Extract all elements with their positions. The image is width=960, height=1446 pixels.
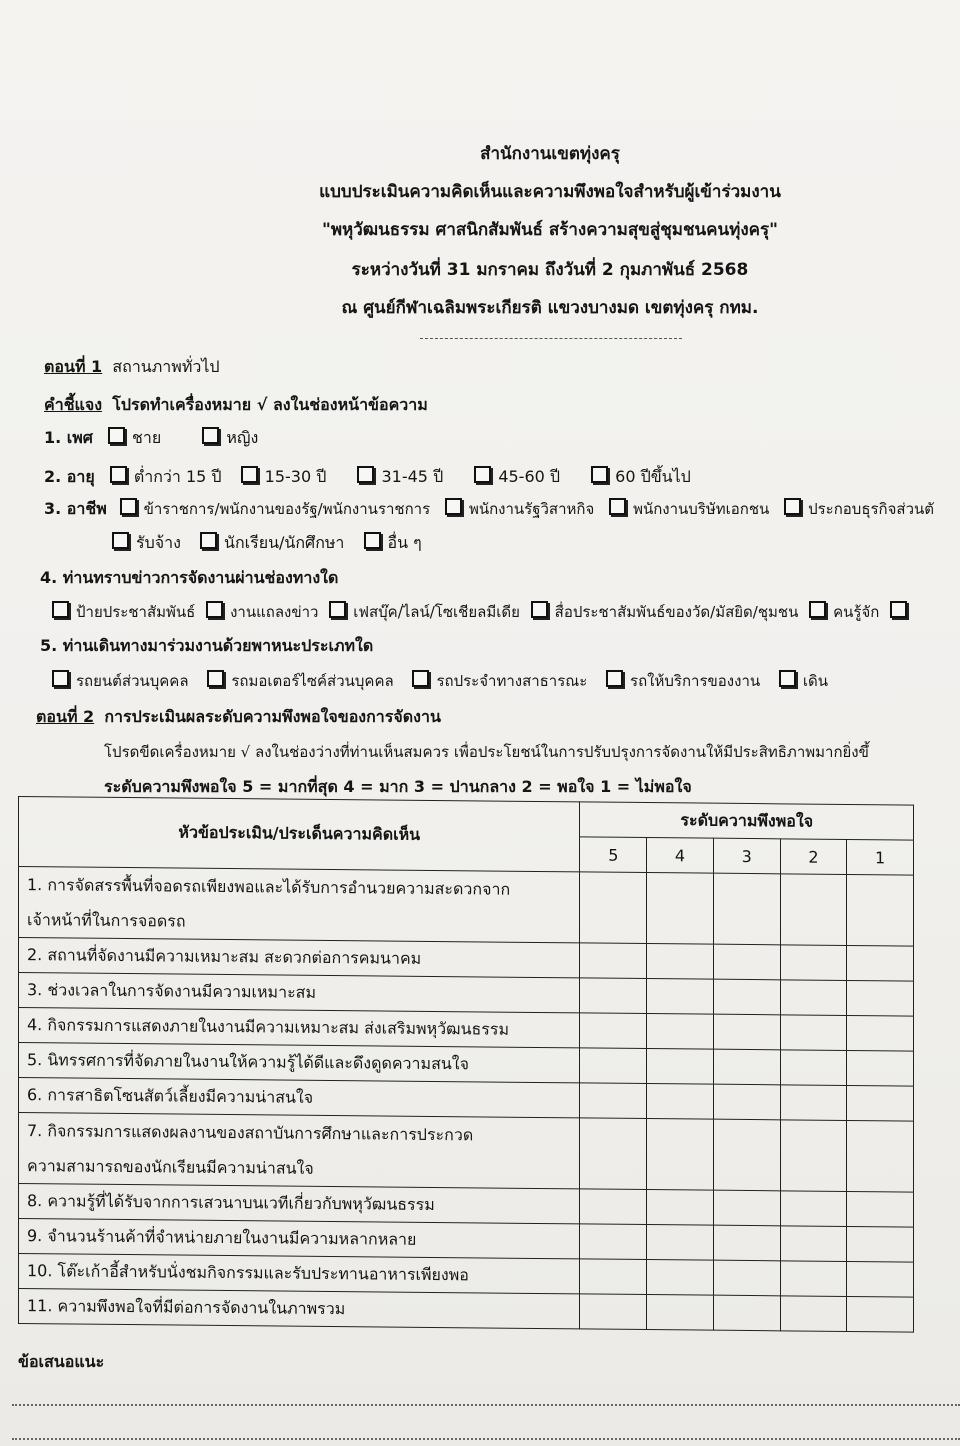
checkbox-icon [200, 532, 217, 549]
question-news-options [52, 600, 914, 624]
item-text [19, 867, 580, 943]
checkbox-icon[interactable] [890, 601, 907, 618]
option-age-31-45[interactable]: 31-45 ปี [357, 467, 443, 486]
item-line: 7. กิจกรรมการแสดงผลงานของสถาบันการศึกษาและการประกวด [27, 1121, 474, 1145]
option-event-shuttle[interactable]: รถให้บริการของงาน [606, 672, 760, 690]
checkbox-icon [364, 532, 381, 549]
checkbox-icon [609, 498, 626, 515]
rating-cell-2[interactable] [780, 1050, 847, 1086]
rating-cell-4[interactable] [647, 1190, 714, 1226]
rating-cell-1[interactable] [847, 945, 914, 981]
question-transport: 5. ท่านเดินทางมาร่วมงานด้วยพาหนะประเภทใด [40, 636, 374, 655]
rating-cell-2[interactable] [780, 945, 847, 981]
option-motorcycle[interactable]: รถมอเตอร์ไซค์ส่วนบุคคล [207, 672, 393, 690]
checkbox-icon [207, 670, 224, 687]
rating-table [18, 796, 914, 1333]
option-private-company[interactable]: พนักงานบริษัทเอกชน [609, 500, 769, 518]
rating-cell-4[interactable] [647, 873, 714, 945]
rating-cell-4[interactable] [647, 1049, 714, 1085]
rating-cell-4[interactable] [647, 1084, 714, 1120]
option-age-45-60[interactable]: 45-60 ปี [474, 467, 560, 486]
option-private-car[interactable]: รถยนต์ส่วนบุคคล [52, 672, 189, 690]
checkbox-icon [412, 670, 429, 687]
event-venue: ณ ศูนย์กีฬาเฉลิมพระเกียรติ แขวงบางมด เขตทุ่งครุ กทม. [341, 298, 759, 318]
level-1-header: 1 [847, 839, 914, 875]
item-line: 4. กิจกรรมการแสดงภายในงานมีความเหมาะสม ส่งเสริมพหุวัฒนธรรม [27, 1015, 509, 1039]
option-signboard[interactable]: ป้ายประชาสัมพันธ์ [52, 603, 195, 621]
rating-cell-5[interactable] [580, 872, 647, 944]
part1-heading [44, 355, 220, 380]
rating-cell-3[interactable] [713, 1295, 780, 1331]
item-line: 9. จำนวนร้านค้าที่จำหน่ายภายในงานมีความหลากหลาย [27, 1226, 417, 1249]
item-text [19, 1289, 580, 1329]
rating-cell-3[interactable] [713, 1049, 780, 1085]
rating-cell-4[interactable] [647, 944, 714, 980]
rating-cell-2[interactable] [780, 1261, 847, 1297]
question-label: 2. อายุ [44, 467, 95, 486]
suggestion-line[interactable] [12, 1404, 960, 1406]
rating-cell-2[interactable] [780, 874, 847, 946]
rating-cell-4[interactable] [647, 1260, 714, 1296]
level-4-header: 4 [647, 838, 714, 874]
question-age [44, 465, 705, 490]
rating-cell-1[interactable] [847, 1050, 914, 1086]
rating-cell-5[interactable] [580, 1048, 647, 1084]
option-female[interactable]: หญิง [202, 428, 258, 447]
rating-cell-2[interactable] [780, 1191, 847, 1227]
option-community-media[interactable]: สื่อประชาสัมพันธ์ของวัด/มัสยิด/ชุมชน [531, 603, 799, 621]
level-2-header: 2 [780, 839, 847, 875]
event-name: "พหุวัฒนธรรม ศาสนิกสัมพันธ์ สร้างความสุขสู่ชุมชนคนทุ่งครุ" [321, 220, 779, 240]
checkbox-icon [329, 601, 346, 618]
rating-cell-5[interactable] [580, 978, 647, 1014]
option-press-conference[interactable]: งานแถลงข่าว [206, 603, 318, 621]
rating-cell-5[interactable] [580, 1189, 647, 1225]
table-row [19, 867, 914, 947]
rating-cell-3[interactable] [713, 1260, 780, 1296]
rating-cell-1[interactable] [847, 1015, 914, 1051]
item-text [19, 1043, 580, 1083]
checkbox-icon [779, 670, 796, 687]
rating-cell-5[interactable] [580, 1013, 647, 1049]
rating-cell-3[interactable] [713, 1084, 780, 1120]
option-state-enterprise[interactable]: พนักงานรัฐวิสาหกิจ [445, 500, 594, 518]
option-own-business[interactable]: ประกอบธุรกิจส่วนตั [784, 500, 934, 518]
option-age-60plus[interactable]: 60 ปีขึ้นไป [591, 467, 691, 486]
option-age-15-30[interactable]: 15-30 ปี [241, 467, 327, 486]
part2-label: ตอนที่ 2 [36, 707, 95, 726]
table-row [19, 1113, 914, 1193]
rating-cell-4[interactable] [647, 979, 714, 1015]
rating-cell-2[interactable] [780, 1015, 847, 1051]
form-title: แบบประเมินความคิดเห็นและความพึงพอใจสำหรับผู้เข้าร่วมงาน [319, 182, 781, 202]
suggestion-line[interactable] [12, 1438, 960, 1440]
question-label: 1. เพศ [44, 428, 93, 447]
checkbox-icon [120, 498, 137, 515]
item-line: 3. ช่วงเวลาในการจัดงานมีความเหมาะสม [27, 980, 316, 1002]
rating-cell-2[interactable] [780, 1085, 847, 1121]
item-line: 10. โต๊ะเก้าอี้สำหรับนั่งชมกิจกรรมและรับประทานอาหารเพียงพอ [27, 1261, 469, 1285]
rating-cell-3[interactable] [713, 944, 780, 980]
item-line: 5. นิทรรศการที่จัดภายในงานให้ความรู้ได้ดีและดึงดูดความสนใจ [27, 1050, 469, 1074]
checkbox-icon [206, 601, 223, 618]
checkbox-icon [784, 498, 801, 515]
rating-cell-4[interactable] [647, 1225, 714, 1261]
suggestion-label: ข้อเสนอแนะ [18, 1352, 105, 1371]
office-name: สำนักงานเขตทุ่งครุ [480, 144, 620, 164]
rating-cell-1[interactable] [847, 1085, 914, 1121]
rating-cell-1[interactable] [847, 1261, 914, 1297]
item-text [19, 1254, 580, 1294]
rating-cell-1[interactable] [847, 1191, 914, 1227]
checkbox-icon [531, 601, 548, 618]
event-dates: ระหว่างวันที่ 31 มกราคม ถึงวันที่ 2 กุมภาพันธ์ 2568 [351, 260, 749, 280]
item-text [19, 938, 580, 978]
level-3-header: 3 [713, 838, 780, 874]
rating-cell-4[interactable] [647, 1119, 714, 1191]
rating-cell-1[interactable] [847, 1296, 914, 1332]
item-text [19, 1184, 580, 1224]
question-gender [44, 426, 272, 451]
rating-cell-2[interactable] [780, 980, 847, 1016]
option-walk[interactable]: เดิน [779, 672, 828, 690]
item-line: 11. ความพึงพอใจที่มีต่อการจัดงานในภาพรวม [27, 1296, 346, 1319]
header-divider [420, 338, 682, 339]
checkbox-icon [241, 466, 258, 483]
question-transport-options [52, 669, 842, 693]
part1-label: ตอนที่ 1 [44, 357, 103, 376]
rating-cell-1[interactable] [847, 1226, 914, 1262]
rating-cell-3[interactable] [713, 979, 780, 1015]
rating-cell-4[interactable] [647, 1014, 714, 1050]
checkbox-icon [110, 466, 127, 483]
rating-cell-1[interactable] [847, 1120, 914, 1192]
option-other[interactable]: อื่น ๆ [364, 533, 422, 552]
part1-title: สถานภาพทั่วไป [112, 357, 220, 376]
part2-instructions: โปรดขีดเครื่องหมาย √ ลงในช่องว่างที่ท่านเห็นสมควร เพื่อประโยชน์ในการปรับปรุงการจัดงานให้มีประสิทธิภาพมากยิ่งขึ้ [104, 743, 869, 761]
item-text [19, 1113, 580, 1189]
rating-cell-5[interactable] [580, 1118, 647, 1190]
option-civil-servant[interactable]: ข้าราชการ/พนักงานของรัฐ/พนักงานราชการ [120, 500, 431, 518]
level-5-header: 5 [580, 837, 647, 873]
option-male[interactable]: ชาย [108, 428, 161, 447]
rating-cell-4[interactable] [647, 1295, 714, 1331]
rating-cell-5[interactable] [580, 1294, 647, 1330]
part2-heading [36, 705, 441, 730]
column-header-levels: ระดับความพึงพอใจ [580, 802, 914, 840]
option-social-media[interactable]: เฟสบุ๊ค/ไลน์/โซเชียลมีเดีย [329, 603, 520, 621]
item-text [19, 1219, 580, 1259]
rating-cell-1[interactable] [847, 874, 914, 946]
checkbox-icon [445, 498, 462, 515]
item-text [19, 1078, 580, 1118]
item-line: 2. สถานที่จัดงานมีความเหมาะสม สะดวกต่อการคมนาคม [27, 945, 422, 968]
rating-cell-2[interactable] [780, 1120, 847, 1192]
rating-cell-5[interactable] [580, 943, 647, 979]
item-line: 6. การสาธิตโซนสัตว์เลี้ยงมีความน่าสนใจ [27, 1085, 314, 1107]
item-line: ความสามารถของนักเรียนมีความน่าสนใจ [27, 1156, 314, 1178]
item-line: 8. ความรู้ที่ได้รับจากการเสวนาบนเวทีเกี่ยวกับพหุวัฒนธรรม [27, 1191, 435, 1215]
checkbox-icon [474, 466, 491, 483]
checkbox-icon [809, 601, 826, 618]
rating-cell-2[interactable] [780, 1226, 847, 1262]
rating-cell-3[interactable] [713, 873, 780, 945]
question-occupation [44, 497, 948, 522]
checkbox-icon [591, 466, 608, 483]
rating-cell-2[interactable] [780, 1296, 847, 1332]
rating-cell-5[interactable] [580, 1224, 647, 1260]
checkbox-icon [52, 601, 69, 618]
part1-instructions [44, 393, 428, 418]
column-header-topic: หัวข้อประเมิน/ประเด็นความคิดเห็น [19, 797, 580, 872]
rating-cell-5[interactable] [580, 1259, 647, 1295]
rating-cell-3[interactable] [713, 1225, 780, 1261]
option-public-bus[interactable]: รถประจำทางสาธารณะ [412, 672, 587, 690]
checkbox-icon [108, 427, 125, 444]
question-news-channel: 4. ท่านทราบข่าวการจัดงานผ่านช่องทางใด [40, 568, 339, 587]
item-text [19, 1008, 580, 1048]
rating-cell-5[interactable] [580, 1083, 647, 1119]
item-line: 1. การจัดสรรพื้นที่จอดรถเพียงพอและได้รับการอำนวยความสะดวกจาก [27, 875, 511, 899]
question-occupation-row2 [112, 531, 436, 556]
rating-cell-1[interactable] [847, 980, 914, 1016]
option-acquaintance[interactable]: คนรู้จัก [809, 603, 879, 621]
item-line: เจ้าหน้าที่ในการจอดรถ [27, 910, 186, 931]
rating-cell-3[interactable] [713, 1119, 780, 1191]
part2-title: การประเมินผลระดับความพึงพอใจของการจัดงาน [104, 707, 441, 726]
checkbox-icon [112, 532, 129, 549]
checkbox-icon [52, 670, 69, 687]
instruction-label: คำชี้แจง [44, 395, 103, 414]
rating-cell-3[interactable] [713, 1190, 780, 1226]
option-student[interactable]: นักเรียน/นักศึกษา [200, 533, 344, 552]
checkbox-icon [606, 670, 623, 687]
satisfaction-scale: ระดับความพึงพอใจ 5 = มากที่สุด 4 = มาก 3 = ปานกลาง 2 = พอใจ 1 = ไม่พอใจ [104, 777, 692, 796]
checkbox-icon [357, 466, 374, 483]
checkbox-icon [202, 427, 219, 444]
question-label: 3. อาชีพ [44, 499, 107, 518]
instruction-text: โปรดทำเครื่องหมาย √ ลงในช่องหน้าข้อความ [112, 395, 428, 414]
option-age-under15[interactable]: ต่ำกว่า 15 ปี [110, 467, 222, 486]
rating-cell-3[interactable] [713, 1014, 780, 1050]
option-hired[interactable]: รับจ้าง [112, 533, 181, 552]
item-text [19, 973, 580, 1013]
